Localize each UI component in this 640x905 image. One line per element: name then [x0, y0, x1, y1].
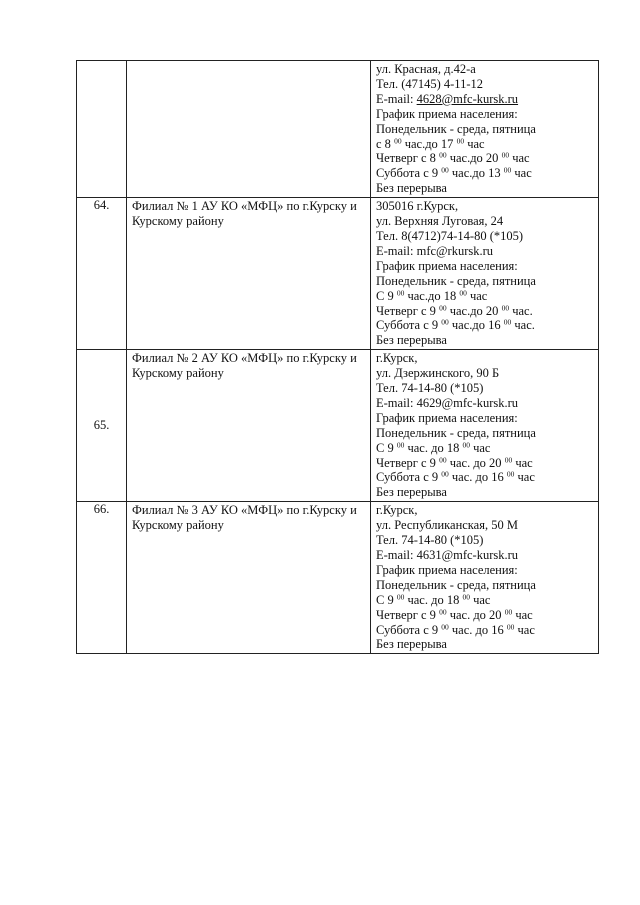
line-text: Без перерыва — [376, 333, 447, 348]
line-text: час — [469, 440, 491, 455]
table-row — [77, 350, 599, 502]
line-text: Понедельник - среда, пятница — [376, 425, 536, 440]
minutes-superscript: 00 — [506, 469, 515, 479]
line-text: час. — [511, 318, 535, 333]
table-row — [77, 502, 599, 654]
line-text: час. до 18 — [404, 440, 463, 455]
line-text: С 9 — [376, 440, 397, 455]
line-text: с 8 — [376, 136, 395, 151]
line-text: час.до 16 — [448, 318, 504, 333]
line-text: С 9 — [376, 288, 397, 303]
line-text: ул. Красная, д.42-а — [376, 62, 476, 76]
contact-line — [376, 366, 598, 381]
line-text: час. до 16 — [448, 470, 507, 485]
minutes-superscript: 00 — [439, 607, 447, 617]
minutes-superscript: 00 — [441, 165, 449, 175]
line-text: час — [466, 288, 488, 303]
contact-line — [376, 166, 598, 181]
minutes-superscript: 00 — [506, 622, 515, 632]
contact-line — [376, 593, 598, 608]
line-text: час — [509, 151, 530, 166]
line-text: ул. Верхняя Луговая, 24 — [376, 214, 504, 229]
line-text: час. до 20 — [446, 607, 505, 622]
branch-schedule-table — [76, 60, 599, 654]
contact-line — [376, 381, 598, 396]
line-text: E-mail: 4631@mfc-kursk.ru — [376, 548, 519, 562]
row-number — [77, 61, 127, 198]
branch-contacts — [371, 502, 599, 654]
contact-line — [376, 259, 598, 274]
contact-line — [376, 229, 598, 244]
contact-line — [376, 244, 598, 259]
contact-line — [376, 77, 598, 92]
line-text: Понедельник - среда, пятница — [376, 121, 536, 136]
contact-line — [376, 122, 598, 137]
line-text: час.до 18 — [404, 288, 460, 303]
row-number: 66. — [77, 502, 127, 654]
minutes-superscript: 00 — [501, 150, 510, 160]
contact-line — [376, 351, 598, 366]
line-text: час.до 20 — [446, 303, 502, 318]
contact-line — [376, 289, 598, 304]
line-text: 305016 г.Курск, — [376, 199, 459, 214]
line-text: График приема населения: — [376, 106, 518, 121]
contact-line — [376, 637, 598, 652]
line-text: час — [469, 592, 491, 607]
contact-line — [376, 107, 598, 122]
contact-line — [376, 503, 598, 518]
contact-line — [376, 426, 598, 441]
line-text: час — [514, 470, 535, 485]
line-text: Суббота с 9 — [376, 166, 442, 181]
contact-line — [376, 578, 598, 593]
contact-line — [376, 411, 598, 426]
line-text: час. до 16 — [448, 622, 507, 637]
line-text: Четверг с 9 — [376, 455, 440, 470]
line-text: Тел. 74-14-80 (*105) — [376, 381, 484, 396]
minutes-superscript: 00 — [503, 317, 512, 327]
minutes-superscript: 00 — [396, 592, 405, 602]
contact-line — [376, 396, 598, 411]
minutes-superscript: 00 — [504, 607, 513, 617]
branch-contacts — [371, 61, 599, 198]
line-text: Тел. 8(4712)74-14-80 (*105) — [376, 228, 524, 243]
line-text: Суббота с 9 — [376, 622, 442, 637]
contact-line — [376, 623, 598, 638]
line-text: График приема населения: — [376, 562, 518, 577]
line-text: E-mail: 4629@mfc-kursk.ru — [376, 395, 519, 410]
row-number: 64. — [77, 198, 127, 350]
line-text: Четверг с 8 — [376, 151, 440, 166]
line-text: Понедельник - среда, пятница — [376, 273, 536, 288]
line-text: час — [464, 136, 485, 151]
branch-contacts — [371, 198, 599, 350]
table-row — [77, 61, 599, 198]
contact-line — [376, 62, 598, 77]
minutes-superscript: 00 — [504, 455, 513, 465]
line-text: Суббота с 9 — [376, 318, 442, 333]
contact-line — [376, 333, 598, 348]
branch-name: Филиал № 2 АУ КО «МФЦ» по г.Курску и Курскому району — [127, 350, 371, 502]
line-text: Четверг с 9 — [376, 303, 440, 318]
line-text: Без перерыва — [376, 181, 447, 196]
minutes-superscript: 00 — [503, 165, 512, 175]
line-text: Тел. 74-14-80 (*105) — [376, 533, 484, 548]
line-text: E-mail: mfc@rkursk.ru — [376, 243, 494, 258]
contact-line — [376, 608, 598, 623]
contact-line — [376, 318, 598, 333]
line-text: ул. Республиканская, 50 М — [376, 518, 518, 533]
line-text: час — [514, 622, 535, 637]
line-text: час.до 20 — [446, 151, 502, 166]
line-text: час. до 18 — [404, 592, 463, 607]
line-text: час — [512, 455, 533, 470]
minutes-superscript: 00 — [501, 303, 510, 312]
row-number: 65. — [77, 350, 127, 502]
minutes-superscript: 00 — [441, 317, 449, 327]
line-text: ул. Дзержинского, 90 Б — [376, 366, 500, 381]
line-text: г.Курск, — [376, 351, 418, 366]
line-text: Тел. (47145) 4-11-12 — [376, 76, 484, 91]
line-text: час. — [509, 303, 533, 318]
line-text: График приема населения: — [376, 410, 518, 425]
minutes-superscript: 00 — [441, 469, 449, 479]
contact-line — [376, 151, 598, 166]
contact-line — [376, 274, 598, 289]
line-text: час.до 17 — [401, 136, 457, 151]
branch-contacts — [371, 350, 599, 502]
line-text: С 9 — [376, 592, 397, 607]
line-text: час.до 13 — [448, 166, 504, 181]
line-text: Четверг с 9 — [376, 607, 440, 622]
contact-line — [376, 214, 598, 229]
contact-line — [376, 456, 598, 471]
contact-line — [376, 470, 598, 485]
minutes-superscript: 00 — [439, 150, 447, 160]
line-text: час — [511, 166, 532, 181]
line-text: График приема населения: — [376, 258, 518, 273]
line-text: Без перерыва — [376, 637, 447, 652]
minutes-superscript: 00 — [462, 440, 470, 450]
minutes-superscript: 00 — [394, 136, 402, 146]
branch-name — [127, 61, 371, 198]
minutes-superscript: 00 — [459, 288, 467, 298]
line-text: E-mail: — [376, 91, 417, 106]
contact-line — [376, 199, 598, 214]
contact-line — [376, 533, 598, 548]
contact-line — [376, 548, 598, 563]
minutes-superscript: 00 — [456, 136, 465, 146]
branch-name: Филиал № 1 АУ КО «МФЦ» по г.Курску и Курскому району — [127, 198, 371, 350]
contact-line — [376, 441, 598, 456]
minutes-superscript: 00 — [396, 288, 405, 298]
line-text: г.Курск, — [376, 503, 418, 518]
contact-line — [376, 518, 598, 533]
branch-name: Филиал № 3 АУ КО «МФЦ» по г.Курску и Курскому району — [127, 502, 371, 654]
line-text: час. до 20 — [446, 455, 505, 470]
minutes-superscript: 00 — [396, 440, 405, 450]
table-row — [77, 198, 599, 350]
line-text: Суббота с 9 — [376, 470, 442, 485]
contact-line — [376, 563, 598, 578]
contact-line — [376, 304, 598, 319]
contact-line — [376, 181, 598, 196]
line-text: час — [512, 607, 533, 622]
minutes-superscript: 00 — [441, 622, 449, 632]
contact-line — [376, 485, 598, 500]
minutes-superscript: 00 — [462, 592, 470, 602]
contact-line — [376, 137, 598, 152]
minutes-superscript: 00 — [439, 455, 447, 465]
minutes-superscript: 00 — [439, 303, 447, 312]
line-text: Понедельник - среда, пятница — [376, 577, 536, 592]
line-text: Без перерыва — [376, 485, 447, 500]
contact-line — [376, 92, 598, 107]
email-link[interactable]: 4628@mfc-kursk.ru — [416, 91, 519, 106]
